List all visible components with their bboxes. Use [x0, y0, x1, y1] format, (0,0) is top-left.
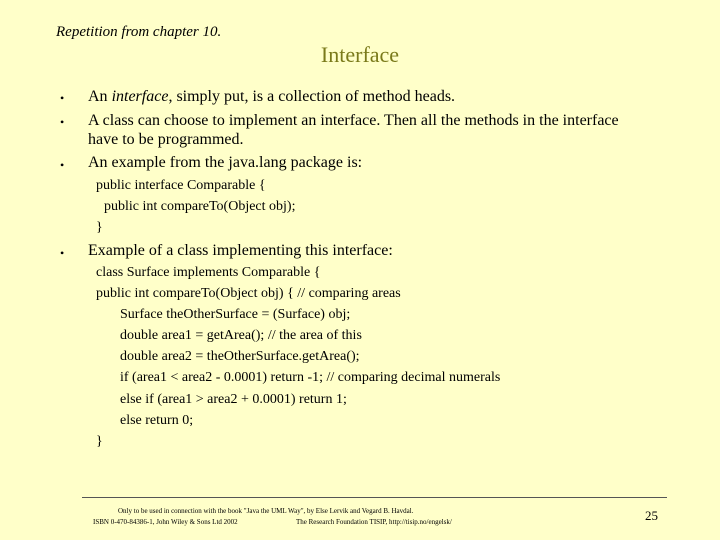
footer-publisher: The Research Foundation TISIP, http://tisip.no/engelsk/ [296, 518, 452, 526]
bullet-text-emphasis: interface [111, 88, 169, 105]
page-number: 25 [645, 508, 658, 523]
bullet-marker: • [60, 115, 65, 129]
bullet-marker: • [60, 246, 65, 260]
code-line: double area1 = getArea(); // the area of this [120, 328, 362, 343]
slide-title [0, 42, 720, 68]
footer-divider [82, 497, 667, 498]
code-line: public interface Comparable { [96, 178, 266, 193]
bullet-marker: • [60, 91, 65, 105]
bullet-interface-definition [88, 88, 455, 106]
code-line: } [96, 220, 103, 235]
bullet-implement-line2: have to be programmed. [88, 131, 244, 148]
bullet-class-example: Example of a class implementing this interface: [88, 242, 393, 259]
footer-isbn: ISBN 0-470-84386-1, John Wiley & Sons Ltd 2002 [93, 518, 238, 526]
code-line: else return 0; [120, 413, 194, 428]
chapter-note: Repetition from chapter 10. [56, 24, 222, 40]
slide-title-text: Interface [320, 42, 400, 67]
code-line: class Surface implements Comparable { [96, 265, 321, 280]
code-line: else if (area1 > area2 + 0.0001) return 1; [120, 392, 347, 407]
code-line: public int compareTo(Object obj) { // comparing areas [96, 286, 401, 301]
bullet-marker: • [60, 158, 65, 172]
code-line: } [96, 434, 103, 449]
code-line: Surface theOtherSurface = (Surface) obj; [120, 307, 351, 322]
code-line: double area2 = theOtherSurface.getArea(); [120, 349, 360, 364]
code-line: public int compareTo(Object obj); [104, 199, 296, 214]
footer-usage-note: Only to be used in connection with the book "Java the UML Way", by Else Lervik and Vegard B. Havdal. [118, 507, 414, 515]
bullet-java-lang-example: An example from the java.lang package is: [88, 154, 363, 171]
bullet-implement-line1: A class can choose to implement an interface. Then all the methods in the interface [88, 112, 619, 129]
code-line: if (area1 < area2 - 0.0001) return -1; // comparing decimal numerals [120, 370, 501, 385]
bullet-text-pre: An [88, 88, 112, 105]
bullet-text-post: , simply put, is a collection of method heads. [168, 88, 456, 105]
